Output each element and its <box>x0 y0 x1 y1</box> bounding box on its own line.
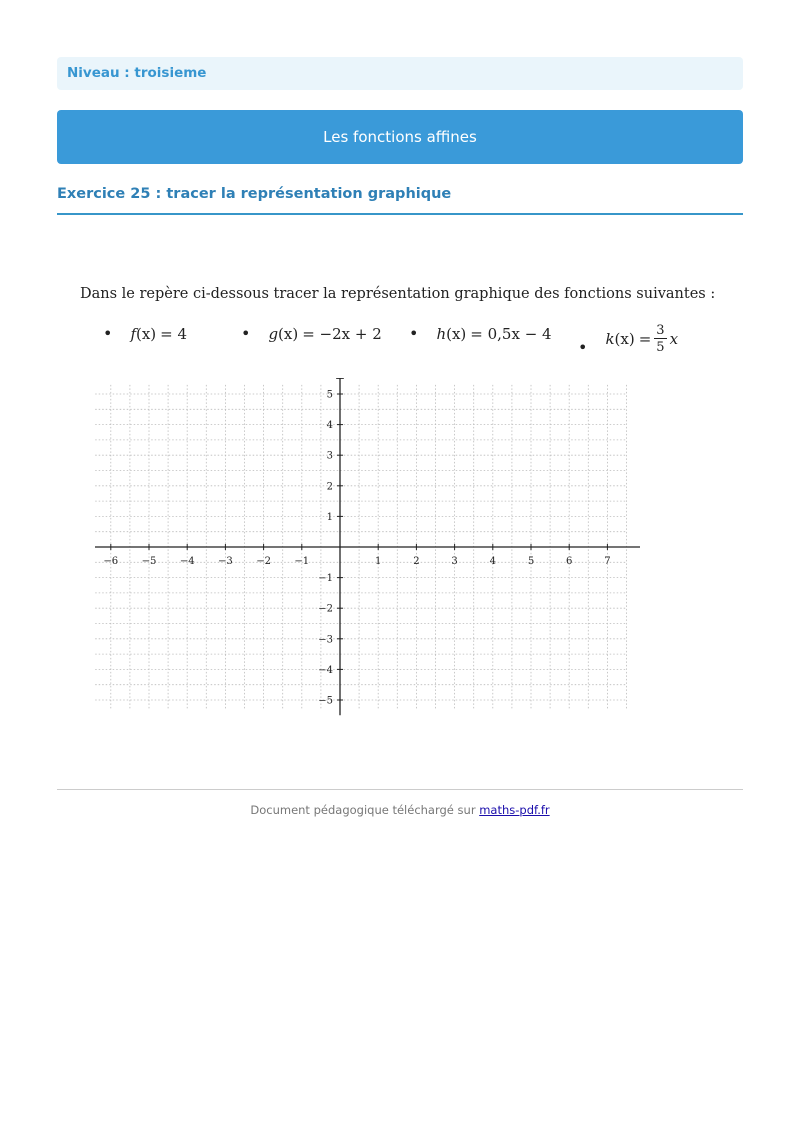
y-tick-label: −4 <box>318 664 333 676</box>
function-name: h <box>436 324 447 343</box>
y-tick-label: 4 <box>326 420 333 432</box>
bullet: • <box>578 337 588 357</box>
y-tick-label: −1 <box>318 573 333 585</box>
page-title: Les fonctions affines <box>323 128 477 146</box>
function-eq: = <box>638 330 652 348</box>
x-tick-label: −1 <box>294 556 310 567</box>
function-h <box>409 324 552 343</box>
function-list <box>0 0 800 380</box>
function-rhs: = −2x + 2 <box>302 324 382 343</box>
function-arg: (x) <box>614 330 635 348</box>
x-tick-label: −2 <box>256 556 271 567</box>
footer-divider <box>57 789 743 790</box>
function-g <box>241 324 382 343</box>
fraction-numerator: 3 <box>656 323 665 338</box>
fraction-denominator: 5 <box>656 340 665 355</box>
x-tick-label: 1 <box>375 556 382 567</box>
coordinate-grid <box>95 378 640 718</box>
x-tick-label: 5 <box>527 556 535 567</box>
bullet: • <box>103 324 113 343</box>
x-tick-label: 3 <box>451 556 458 567</box>
x-tick-label: 4 <box>489 556 496 567</box>
fraction <box>654 324 666 354</box>
bullet: • <box>409 324 419 343</box>
function-var: x <box>669 330 679 348</box>
y-tick-label: −5 <box>318 695 333 707</box>
x-tick-label: −6 <box>103 556 119 567</box>
function-arg: (x) <box>446 324 467 343</box>
level-label: Niveau : troisieme <box>67 65 207 81</box>
function-k <box>578 323 679 357</box>
footer-text: Document pédagogique téléchargé sur <box>250 803 480 817</box>
footer <box>0 803 800 817</box>
function-rhs: = 0,5x − 4 <box>470 324 552 343</box>
x-tick-label: −3 <box>218 556 233 567</box>
y-tick-label: 2 <box>326 481 333 493</box>
function-rhs: = 4 <box>160 324 188 343</box>
function-name: g <box>268 324 279 343</box>
exercise-instruction: Dans le repère ci-dessous tracer la représentation graphique des fonctions suivantes : <box>80 286 716 302</box>
y-tick-label: −2 <box>318 603 333 615</box>
y-axis-arrow <box>336 378 344 379</box>
function-arg: (x) <box>136 324 157 343</box>
x-tick-label: −4 <box>179 556 195 567</box>
footer-link[interactable]: maths-pdf.fr <box>479 803 550 817</box>
x-tick-label: 7 <box>604 556 611 567</box>
bullet: • <box>241 324 251 343</box>
x-tick-label: 6 <box>566 556 573 567</box>
x-tick-label: 2 <box>413 556 420 567</box>
y-tick-label: 3 <box>326 450 333 462</box>
exercise-heading: Exercice 25 : tracer la représentation graphique <box>57 186 743 215</box>
function-name: f <box>130 324 136 343</box>
x-tick-label: −5 <box>141 556 157 567</box>
y-tick-label: 1 <box>326 511 333 523</box>
y-tick-label: −3 <box>318 634 333 646</box>
function-f <box>103 324 187 343</box>
y-tick-label: 5 <box>326 389 333 401</box>
function-arg: (x) <box>278 324 299 343</box>
function-name: k <box>605 330 615 348</box>
